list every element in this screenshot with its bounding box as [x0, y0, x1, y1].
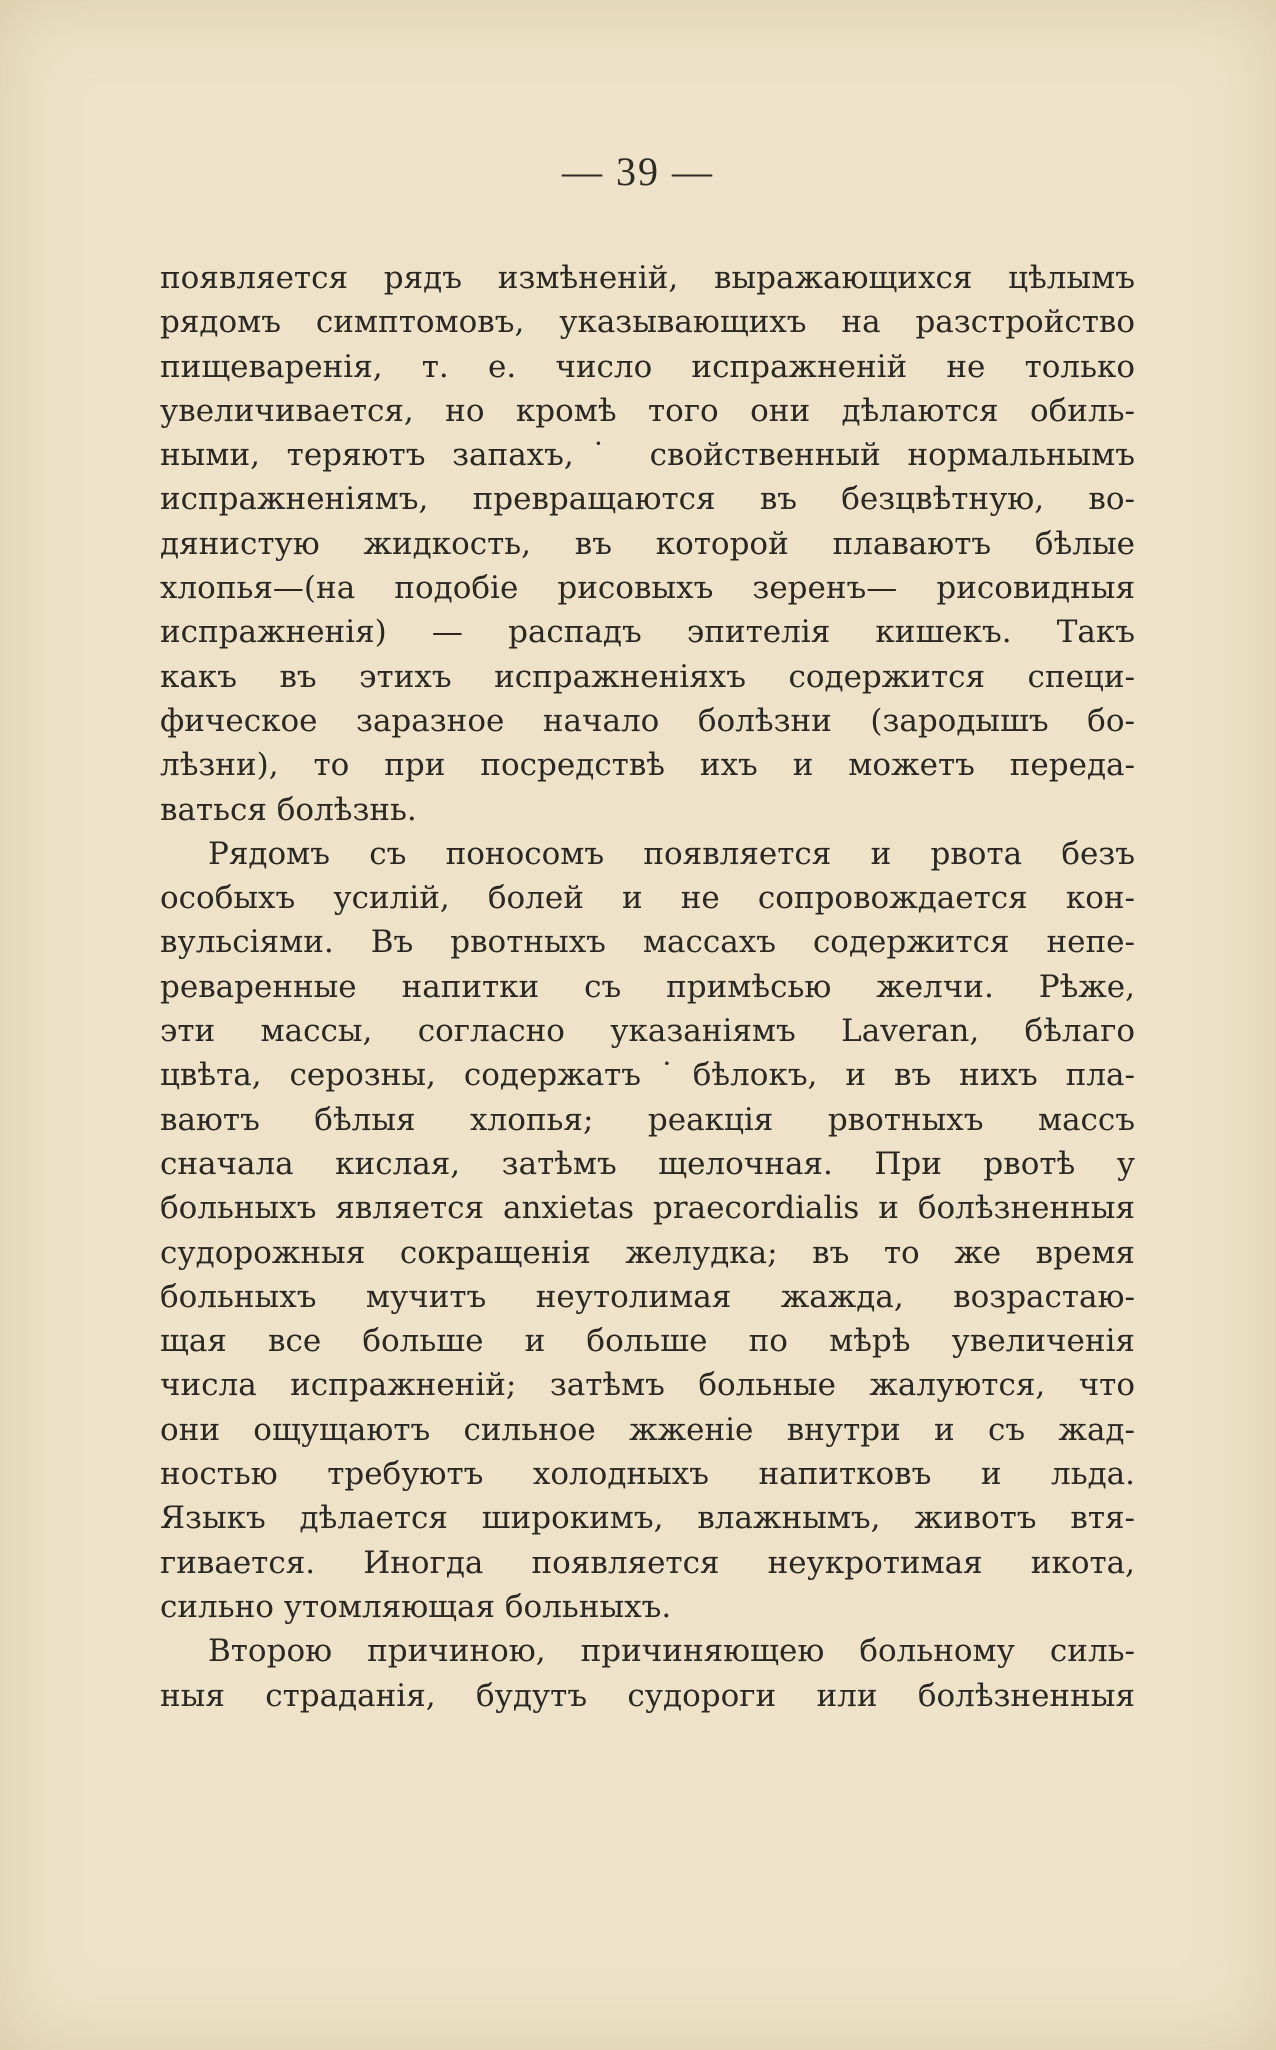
page-number: — 39 —	[562, 149, 714, 194]
text-line: ными, теряютъ запахъ,˙ свойственный нормальнымъ	[160, 437, 1135, 474]
text-line: гивается. Иногда появляется неукротимая икота,	[160, 1544, 1135, 1581]
text-line: хлопья—(на подобіе рисовыхъ зеренъ— рисовидныя	[160, 570, 1135, 607]
text-line: они ощущаютъ сильное жженіе внутри и съ жад-	[160, 1411, 1135, 1448]
text-line: Рядомъ съ поносомъ появляется и рвота безъ	[208, 835, 1135, 872]
text-line: ваться болѣзнь.	[160, 791, 417, 828]
text-line: цвѣта, серозны, содержатъ˙бѣлокъ, и въ нихъ пла-	[160, 1057, 1135, 1094]
text-line: ностью требуютъ холодныхъ напитковъ и льда.	[160, 1456, 1135, 1493]
paragraph	[160, 1629, 1135, 1718]
text-line: увеличивается, но кромѣ того они дѣлаются обиль-	[160, 392, 1135, 429]
text-line: лѣзни), то при посредствѣ ихъ и можетъ переда-	[160, 747, 1135, 784]
text-line: особыхъ усилій, болей и не сопровождается кон-	[160, 880, 1135, 917]
paragraph	[160, 832, 1135, 1629]
text-line: испражненіямъ, превращаются въ безцвѣтную, во-	[160, 481, 1135, 518]
text-line: рядомъ симптомовъ, указывающихъ на разстройство	[160, 304, 1135, 341]
text-line: судорожныя сокращенія желудка; въ то же время	[160, 1234, 1135, 1271]
text-line: сильно утомляющая больныхъ.	[160, 1588, 672, 1625]
text-line: Языкъ дѣлается широкимъ, влажнымъ, животъ втя-	[160, 1500, 1135, 1537]
text-line: пищеваренія, т. е. число испражненій не только	[160, 348, 1135, 385]
text-line: ныя страданія, будутъ судороги или болѣзненныя	[160, 1677, 1135, 1714]
text-line: появляется рядъ измѣненій, выражающихся цѣлымъ	[160, 260, 1135, 296]
body-text	[160, 256, 1135, 1718]
paragraph	[160, 256, 1135, 832]
text-line: больныхъ мучитъ неутолимая жажда, возрастаю-	[160, 1278, 1135, 1315]
text-line: реваренные напитки съ примѣсью желчи. Рѣже,	[160, 968, 1135, 1005]
text-line: фическое заразное начало болѣзни (зародышъ бо-	[160, 702, 1135, 739]
text-line: какъ въ этихъ испражненіяхъ содержится специ-	[160, 658, 1135, 695]
text-line: щая все больше и больше по мѣрѣ увеличенія	[160, 1323, 1135, 1360]
text-line: Второю причиною, причиняющею больному силь-	[208, 1633, 1135, 1670]
text-line: дянистую жидкость, въ которой плаваютъ бѣлые	[160, 525, 1135, 562]
text-line: эти массы, согласно указаніямъ Laveran, бѣлаго	[160, 1013, 1135, 1050]
text-line: числа испражненій; затѣмъ больные жалуются, что	[160, 1367, 1135, 1404]
text-line: ваютъ бѣлыя хлопья; реакція рвотныхъ массъ	[160, 1101, 1135, 1138]
text-line: сначала кислая, затѣмъ щелочная. При рвотѣ у	[160, 1145, 1135, 1182]
text-line: испражненія) — распадъ эпителія кишекъ. Такъ	[160, 614, 1135, 651]
text-line: вульсіями. Въ рвотныхъ массахъ содержится непе-	[160, 924, 1135, 961]
text-line: больныхъ является anxietas praecordialis и болѣзненныя	[160, 1190, 1135, 1227]
